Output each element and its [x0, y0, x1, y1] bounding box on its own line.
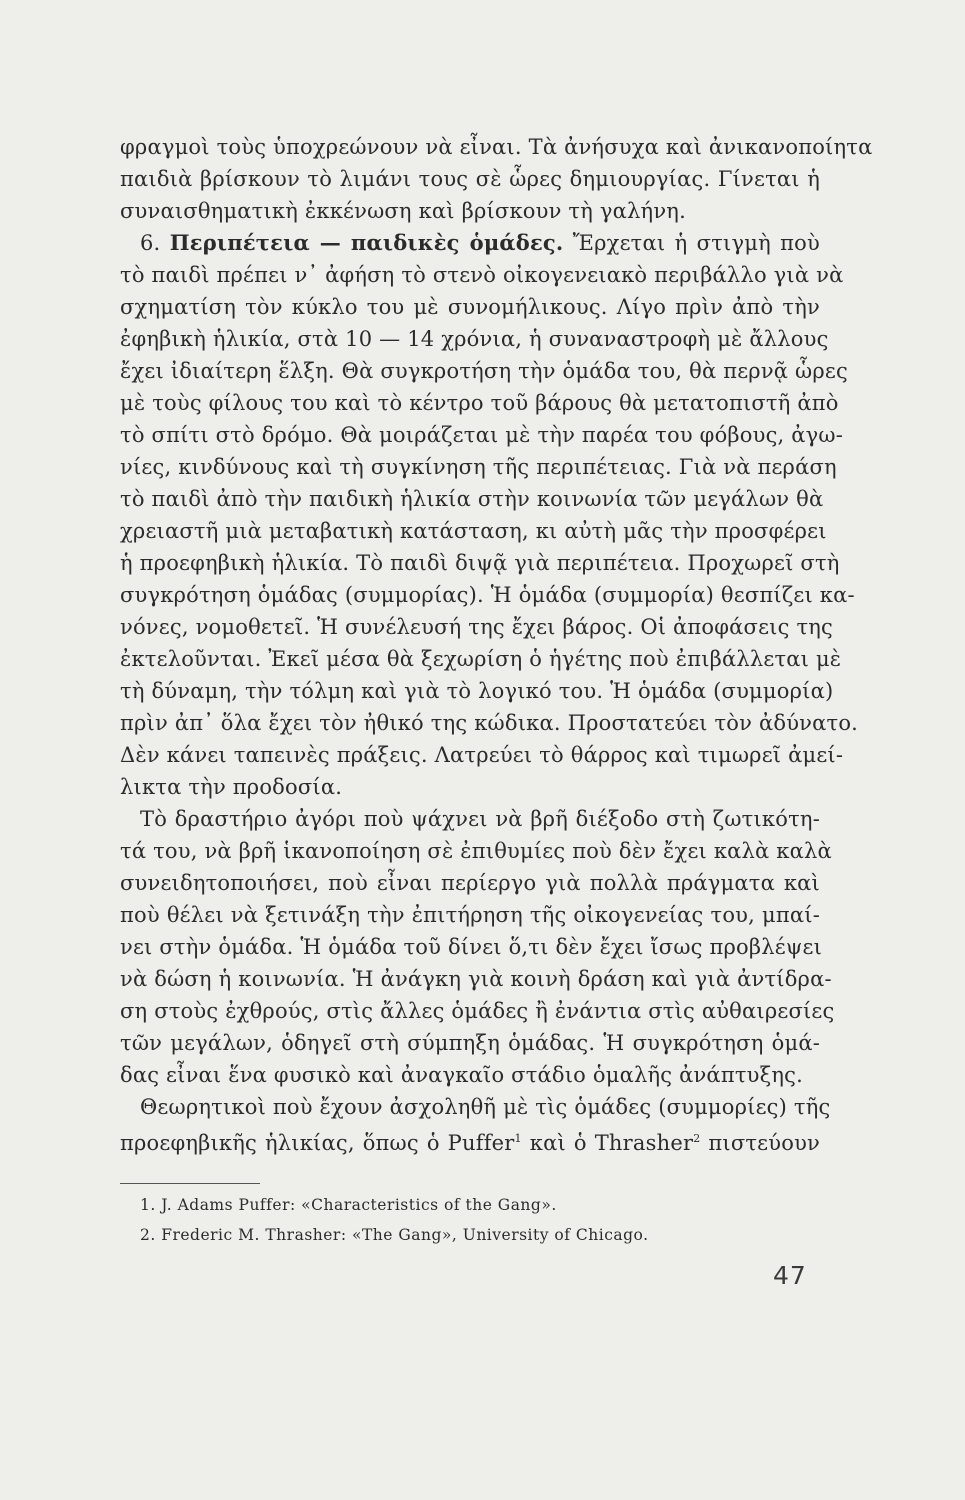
- text-line: Ἔρχεται ἡ στιγμὴ ποὺ: [572, 231, 820, 255]
- section-heading: Περιπέτεια — παιδικὲς ὁμάδες.: [169, 230, 564, 255]
- text-line: τά του, νὰ βρῆ ἱκανοποίηση σὲ ἐπιθυμίες ποὺ δὲν ἔχει καλὰ καλὰ: [120, 839, 832, 863]
- text-line: νει στὴν ὁμάδα. Ἡ ὁμάδα τοῦ δίνει ὅ,τι δὲν ἔχει ἴσως προβλέψει: [120, 935, 823, 959]
- text-line: φραγμοὶ τοὺς ὑποχρεώνουν νὰ εἶναι. Τὰ ἀνήσυχα καὶ ἀνικανοποίητα: [120, 135, 873, 159]
- text-line: δας εἶναι ἕνα φυσικὸ καὶ ἀναγκαῖο στάδιο ὁμαλῆς ἀνάπτυξης.: [120, 1063, 803, 1087]
- text-line: παιδιὰ βρίσκουν τὸ λιμάνι τους σὲ ὧρες δημιουργίας. Γίνεται ἡ: [120, 167, 820, 191]
- page-number: 47: [773, 1261, 807, 1290]
- text-line-with-refs: [120, 1123, 820, 1155]
- text-line: μὲ τοὺς φίλους του καὶ τὸ κέντρο τοῦ βάρους θὰ μετατοπιστῆ ἀπὸ: [120, 391, 839, 415]
- footnote-ref: 2: [693, 1132, 701, 1145]
- text-line: χρειαστῆ μιὰ μεταβατικὴ κατάσταση, κι αὐτὴ μᾶς τὴν προσφέρει: [120, 519, 827, 543]
- footnote: 1. J. Adams Puffer: «Characteristics of the Gang».: [140, 1196, 557, 1214]
- text-line: Τὸ δραστήριο ἀγόρι ποὺ ψάχνει νὰ βρῆ διέξοδο στὴ ζωτικότη-: [140, 807, 820, 831]
- text-line: νίες, κινδύνους καὶ τὴ συγκίνηση τῆς περιπέτειας. Γιὰ νὰ περάση: [120, 455, 837, 479]
- text-line: συγκρότηση ὁμάδας (συμμορίας). Ἡ ὁμάδα (συμμορία) θεσπίζει κα-: [120, 583, 855, 607]
- text-line: Θεωρητικοὶ ποὺ ἔχουν ἀσχοληθῆ μὲ τὶς ὁμάδες (συμμορίες) τῆς: [140, 1095, 831, 1119]
- text-line: ἔχει ἰδιαίτερη ἕλξη. Θὰ συγκροτήση τὴν ὁμάδα του, θὰ περνᾷ ὧρες: [120, 359, 848, 383]
- section-number: 6.: [140, 231, 161, 255]
- text-fragment: καὶ ὁ Thrasher: [521, 1131, 694, 1155]
- footnotes: [140, 1190, 649, 1250]
- text-line: τὸ παιδὶ ἀπὸ τὴν παιδικὴ ἡλικία στὴν κοινωνία τῶν μεγάλων θὰ: [120, 487, 824, 511]
- text-line: τὴ δύναμη, τὴν τόλμη καὶ γιὰ τὸ λογικό του. Ἡ ὁμάδα (συμμορία): [120, 679, 834, 703]
- section-heading-line: [120, 227, 820, 259]
- text-line: συνειδητοποιήσει, ποὺ εἶναι περίεργο γιὰ πολλὰ πράγματα καὶ: [120, 871, 820, 895]
- text-fragment: πιστεύουν: [700, 1131, 820, 1155]
- text-line: ἐκτελοῦνται. Ἐκεῖ μέσα θὰ ξεχωρίση ὁ ἡγέτης ποὺ ἐπιβάλλεται μὲ: [120, 647, 842, 671]
- text-line: ση στοὺς ἐχθρούς, στὶς ἄλλες ὁμάδες ἢ ἐνάντια στὶς αὐθαιρεσίες: [120, 999, 835, 1023]
- text-line: τὸ παιδὶ πρέπει ν᾽ ἀφήση τὸ στενὸ οἰκογενειακὸ περιβάλλο γιὰ νὰ: [120, 263, 844, 287]
- text-line: νόνες, νομοθετεῖ. Ἡ συνέλευσή της ἔχει βάρος. Οἱ ἀποφάσεις της: [120, 615, 833, 639]
- text-line: τὸ σπίτι στὸ δρόμο. Θὰ μοιράζεται μὲ τὴν παρέα του φόβους, ἀγω-: [120, 423, 844, 447]
- text-line: πρὶν ἀπ᾽ ὅλα ἔχει τὸν ἠθικό της κώδικα. Προστατεύει τὸν ἀδύνατο.: [120, 711, 859, 735]
- text-line: τῶν μεγάλων, ὁδηγεῖ στὴ σύμπηξη ὁμάδας. Ἡ συγκρότηση ὁμά-: [120, 1031, 820, 1055]
- text-line: σχηματίση τὸν κύκλο του μὲ συνομήλικους. Λίγο πρὶν ἀπὸ τὴν: [120, 295, 820, 319]
- text-line: συναισθηματικὴ ἐκκένωση καὶ βρίσκουν τὴ γαλήνη.: [120, 199, 686, 223]
- text-line: λικτα τὴν προδοσία.: [120, 775, 343, 799]
- footnote-ref: 1: [514, 1132, 522, 1145]
- text-line: ἡ προεφηβικὴ ἡλικία. Τὸ παιδὶ διψᾷ γιὰ περιπέτεια. Προχωρεῖ στὴ: [120, 551, 840, 575]
- text-fragment: προεφηβικῆς ἡλικίας, ὅπως ὁ Puffer: [120, 1131, 515, 1155]
- text-line: νὰ δώση ἡ κοινωνία. Ἡ ἀνάγκη γιὰ κοινὴ δράση καὶ γιὰ ἀντίδρα-: [120, 967, 832, 991]
- footnote-separator: [120, 1183, 260, 1184]
- text-line: ποὺ θέλει νὰ ξετινάξη τὴν ἐπιτήρηση τῆς οἰκογενείας του, μπαί-: [120, 903, 820, 927]
- text-line: Δὲν κάνει ταπεινὲς πράξεις. Λατρεύει τὸ θάρρος καὶ τιμωρεῖ ἀμεί-: [120, 743, 844, 767]
- text-line: ἐφηβικὴ ἡλικία, στὰ 10 — 14 χρόνια, ἡ συναναστροφὴ μὲ ἄλλους: [120, 327, 829, 351]
- footnote: 2. Frederic M. Thrasher: «The Gang», University of Chicago.: [140, 1226, 649, 1244]
- main-text: [120, 131, 873, 1155]
